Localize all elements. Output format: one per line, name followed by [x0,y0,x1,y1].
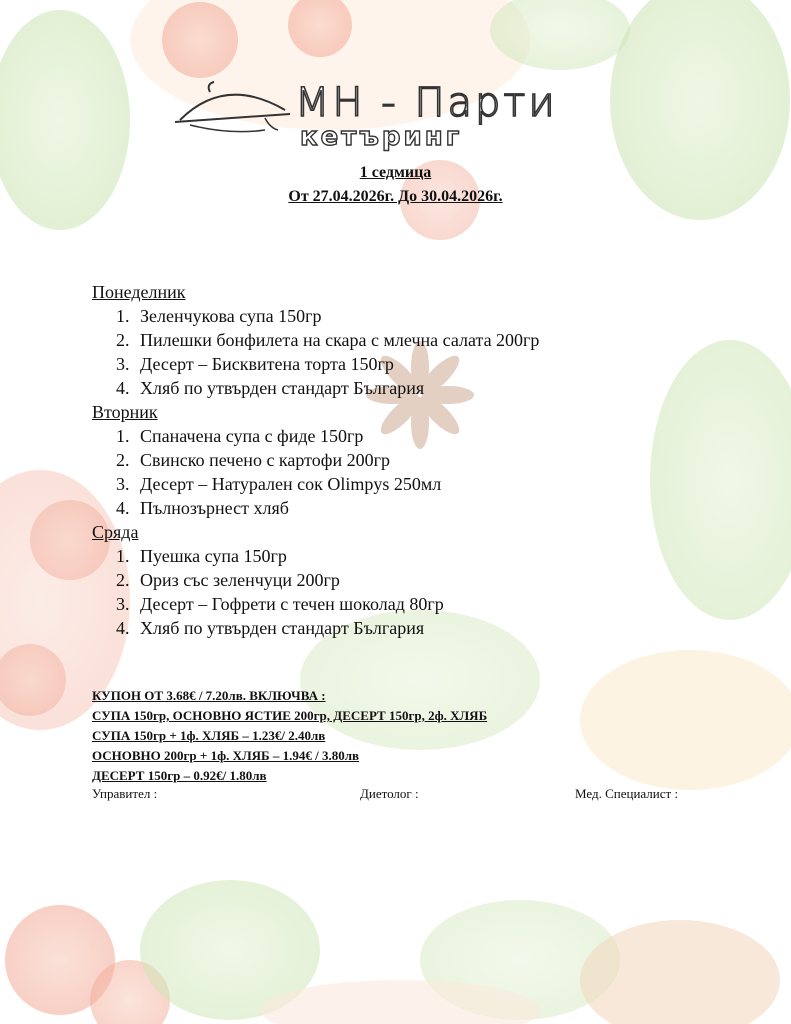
coupon-line: СУПА 150гр, ОСНОВНО ЯСТИЕ 200гр, ДЕСЕРТ 150гр, 2ф. ХЛЯБ [92,708,488,723]
dish-item: 2. Пилешки бонфилета на скара с млечна салата 200гр [134,328,732,352]
dish-list [92,544,732,640]
coupon-line: СУПА 150гр + 1ф. ХЛЯБ – 1.23€/ 2.40лв [92,728,326,743]
dish-item: 4. Хляб по утвърден стандарт България [134,616,732,640]
logo-title: МН - Парти [295,80,558,126]
dish-item: 2. Ориз със зеленчуци 200гр [134,568,732,592]
weekly-menu [92,280,732,640]
company-logo [170,80,640,160]
dish-item: 3. Десерт – Бисквитена торта 150гр [134,352,732,376]
dish-item: 1. Спаначена супа с фиде 150гр [134,424,732,448]
day-label: Вторник [92,402,158,422]
coupon-line: ОСНОВНО 200гр + 1ф. ХЛЯБ – 1.94€ / 3.80лв [92,748,360,763]
dish-item: 4. Пълнозърнест хляб [134,496,732,520]
dish-item: 2. Свинско печено с картофи 200гр [134,448,732,472]
signature-manager: Управител : [92,786,158,801]
dish-item: 3. Десерт – Гофрети с течен шоколад 80гр [134,592,732,616]
day-section-tuesday [92,400,732,520]
day-label: Понеделник [92,282,186,302]
week-heading: 1 седмица [359,164,432,181]
day-label: Сряда [92,522,139,542]
dish-item: 1. Зеленчукова супа 150гр [134,304,732,328]
coupon-line: КУПОН ОТ 3.68€ / 7.20лв. ВКЛЮЧВА : [92,688,326,703]
dish-item: 1. Пуешка супа 150гр [134,544,732,568]
signature-dietitian: Диетолог : [360,786,419,801]
cloche-icon [170,80,295,140]
signature-medical-specialist: Мед. Специалист : [575,786,679,801]
dish-list [92,304,732,400]
dish-item: 4. Хляб по утвърден стандарт България [134,376,732,400]
dish-list [92,424,732,520]
day-section-monday [92,280,732,400]
dish-item: 3. Десерт – Натурален сок Olimpys 250мл [134,472,732,496]
date-range: От 27.04.2026г. До 30.04.2026г. [288,188,503,205]
day-section-wednesday [92,520,732,640]
logo-subtitle: кетъринг [300,122,463,152]
coupon-line: ДЕСЕРТ 150гр – 0.92€/ 1.80лв [92,768,267,783]
coupon-info [92,686,487,786]
